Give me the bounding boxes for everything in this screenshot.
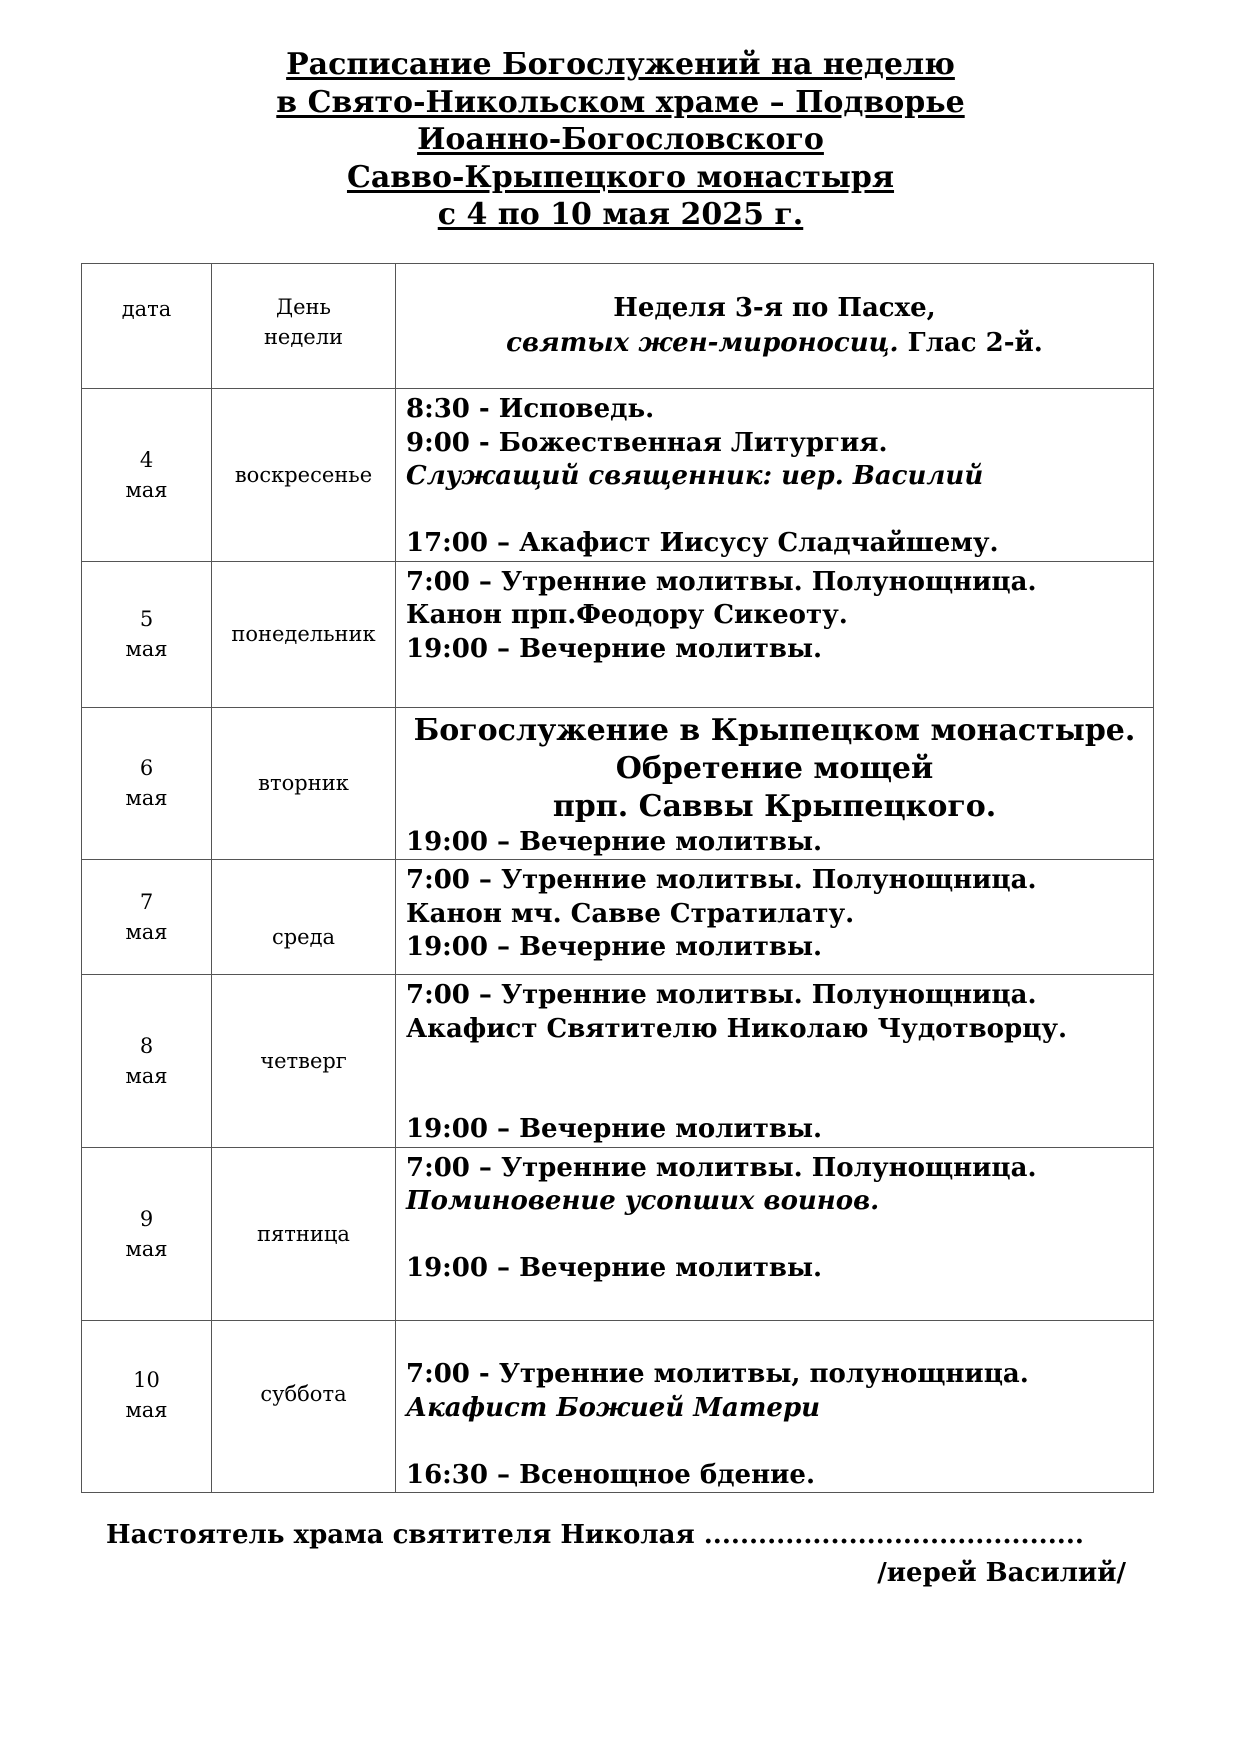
weekday-cell: четверг xyxy=(212,975,396,1148)
date-number: 4 xyxy=(139,447,154,472)
service-line: 17:00 – Акафист Иисусу Сладчайшему. xyxy=(406,528,999,558)
service-line: Канон мч. Савве Стратилату. xyxy=(406,898,855,929)
service-line xyxy=(406,1219,1143,1253)
table-row xyxy=(82,1147,1154,1320)
date-cell xyxy=(82,975,212,1148)
date-number: 7 xyxy=(139,890,154,914)
services-cell xyxy=(396,860,1154,975)
signature-line: Настоятель храма святителя Николая .......................................... xyxy=(106,1520,1084,1550)
service-line: 7:00 - Утренние молитвы, полунощница. xyxy=(406,1359,1029,1389)
signature-block xyxy=(106,1516,1126,1592)
services-cell xyxy=(396,389,1154,562)
service-line: 7:00 – Утренние молитвы. Полунощница. xyxy=(406,980,1037,1010)
date-cell xyxy=(82,1147,212,1320)
title-line: в Свято-Никольском храме – Подворье xyxy=(276,84,965,120)
signature-name: /иерей Василий/ xyxy=(877,1558,1126,1588)
title-line: Иоанно-Богословского xyxy=(417,122,824,157)
date-number: 5 xyxy=(139,607,154,631)
table-row xyxy=(82,561,1154,707)
service-line: Акафист Святителю Николаю Чудотворцу. xyxy=(406,1013,1068,1044)
header-date xyxy=(82,264,212,389)
date-number: 8 xyxy=(139,1033,154,1058)
services-cell xyxy=(396,975,1154,1148)
service-line: 19:00 – Вечерние молитвы. xyxy=(406,1114,823,1144)
service-line xyxy=(406,1325,1143,1359)
table-row xyxy=(82,860,1154,975)
date-cell xyxy=(82,389,212,562)
table-row xyxy=(82,389,1154,562)
date-cell xyxy=(82,1320,212,1493)
service-line: Поминовение усопших воинов. xyxy=(406,1186,880,1216)
services-cell xyxy=(396,1320,1154,1493)
header-weekday-line1: День xyxy=(276,295,331,319)
service-line: прп. Саввы Крыпецкого. xyxy=(552,788,997,824)
service-line: 19:00 – Вечерние молитвы. xyxy=(406,1253,823,1283)
schedule-table xyxy=(81,263,1154,1493)
header-date-label: дата xyxy=(121,297,172,321)
service-line: 7:00 – Утренние молитвы. Полунощница. xyxy=(406,566,1037,597)
service-line: Канон прп.Феодору Сикеоту. xyxy=(406,600,848,630)
feast-line2-rest: Глас 2-й. xyxy=(898,328,1043,358)
feast-line1: Неделя 3-я по Пасхе, xyxy=(613,293,936,323)
title-line: Расписание Богослужений на неделю xyxy=(286,47,955,82)
service-line: 9:00 - Божественная Литургия. xyxy=(406,427,888,458)
weekday-cell: понедельник xyxy=(212,561,396,707)
date-number: 9 xyxy=(139,1206,154,1231)
service-line: Акафист Божией Матери xyxy=(406,1392,821,1423)
weekday-cell: пятница xyxy=(212,1147,396,1320)
date-number: 10 xyxy=(133,1367,160,1392)
service-line xyxy=(406,1080,1143,1114)
title-line: с 4 по 10 мая 2025 г. xyxy=(437,197,804,232)
date-cell xyxy=(82,561,212,707)
feast-line2 xyxy=(406,326,1143,361)
header-feast xyxy=(396,264,1154,389)
header-weekday xyxy=(212,264,396,389)
service-line: 19:00 – Вечерние молитвы. xyxy=(406,932,823,962)
service-line: 16:30 – Всенощное бдение. xyxy=(406,1459,816,1490)
service-line: Служащий священник: иер. Василий xyxy=(406,461,984,491)
service-line: 8:30 - Исповедь. xyxy=(406,394,655,424)
table-row xyxy=(82,1320,1154,1493)
service-line xyxy=(406,1425,1143,1459)
date-cell xyxy=(82,860,212,975)
title-line: Савво-Крыпецкого монастыря xyxy=(346,159,895,195)
service-line: Обретение мощей xyxy=(615,750,934,786)
service-line: 19:00 – Вечерние молитвы. xyxy=(406,633,823,664)
weekday-cell: вторник xyxy=(212,707,396,860)
weekday-cell: воскресенье xyxy=(212,389,396,562)
weekday-cell: суббота xyxy=(212,1320,396,1493)
header-weekday-line2: недели xyxy=(263,325,344,349)
service-line xyxy=(406,1046,1143,1080)
table-header-row xyxy=(82,264,1154,389)
date-month: мая xyxy=(125,1236,168,1261)
date-month: мая xyxy=(125,920,168,944)
feast-line2-italic: святых жен-мироносиц. xyxy=(506,328,899,358)
service-line: Богослужение в Крыпецком монастыре. xyxy=(413,712,1136,748)
service-line xyxy=(406,494,1143,528)
services-cell xyxy=(396,561,1154,707)
date-month: мая xyxy=(125,477,168,502)
table-row xyxy=(82,707,1154,860)
services-cell xyxy=(396,707,1154,860)
date-month: мая xyxy=(125,637,168,661)
date-number: 6 xyxy=(139,756,154,781)
date-month: мая xyxy=(125,1397,168,1422)
date-month: мая xyxy=(125,786,168,811)
document-title xyxy=(0,46,1241,234)
service-line: 19:00 – Вечерние молитвы. xyxy=(406,826,823,857)
weekday-cell: среда xyxy=(212,860,396,975)
date-month: мая xyxy=(125,1063,168,1088)
service-line: 7:00 – Утренние молитвы. Полунощница. xyxy=(406,865,1037,895)
date-cell xyxy=(82,707,212,860)
table-row xyxy=(82,975,1154,1148)
service-line: 7:00 – Утренние молитвы. Полунощница. xyxy=(406,1152,1037,1183)
services-cell xyxy=(396,1147,1154,1320)
